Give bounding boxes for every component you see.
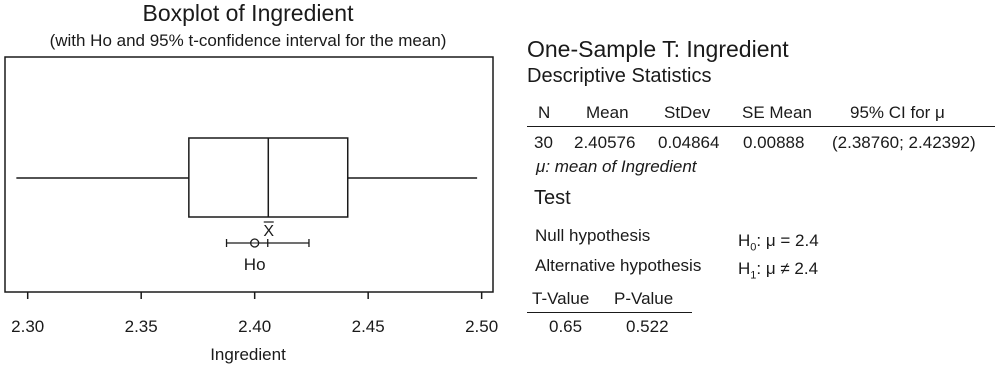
cell-stdev: 0.04864 bbox=[658, 133, 720, 152]
null-hypothesis-value: $H_0$: μ = 2.4 bbox=[738, 231, 819, 254]
x-tick-label: 2.45 bbox=[351, 317, 385, 336]
col-header-stdev: StDev bbox=[664, 103, 711, 122]
col-header-mean: Mean bbox=[586, 103, 629, 122]
table-header-rule bbox=[527, 126, 995, 127]
descriptive-stats-heading: Descriptive Statistics bbox=[527, 65, 712, 87]
x-tick-label: 2.50 bbox=[465, 317, 499, 336]
alt-hypothesis-label: Alternative hypothesis bbox=[535, 256, 702, 275]
cell-mean: 2.40576 bbox=[574, 133, 636, 152]
mean-label: X bbox=[263, 223, 275, 240]
mu-note: μ: mean of Ingredient bbox=[536, 157, 697, 176]
cell-se-mean: 0.00888 bbox=[743, 133, 805, 152]
alt-hypothesis-value: $H_1$: μ ≠ 2.4 bbox=[738, 259, 819, 282]
test-header-rule bbox=[527, 312, 692, 313]
null-hypothesis-label: Null hypothesis bbox=[535, 226, 651, 245]
chart-subtitle: (with Ho and 95% t-confidence interval for the mean) bbox=[49, 31, 447, 50]
x-tick-label: 2.40 bbox=[238, 317, 272, 336]
h0-label: Ho bbox=[243, 255, 266, 274]
x-tick-label: 2.35 bbox=[124, 317, 158, 336]
test-heading: Test bbox=[534, 187, 571, 209]
cell-n: 30 bbox=[534, 133, 553, 152]
chart-title: Boxplot of Ingredient bbox=[142, 0, 354, 26]
output-title: One-Sample T: Ingredient bbox=[527, 36, 789, 62]
col-header-ci: 95% CI for μ bbox=[850, 103, 945, 122]
col-header-n: N bbox=[538, 103, 551, 122]
x-tick-label: 2.30 bbox=[11, 317, 45, 336]
x-axis-label: Ingredient bbox=[210, 345, 286, 364]
col-header-t-value: T-Value bbox=[532, 289, 590, 308]
cell-ci: (2.38760; 2.42392) bbox=[832, 133, 976, 152]
cell-t-value: 0.65 bbox=[549, 317, 583, 336]
col-header-se-mean: SE Mean bbox=[742, 103, 812, 122]
cell-p-value: 0.522 bbox=[626, 317, 669, 336]
col-header-p-value: P-Value bbox=[614, 289, 674, 308]
